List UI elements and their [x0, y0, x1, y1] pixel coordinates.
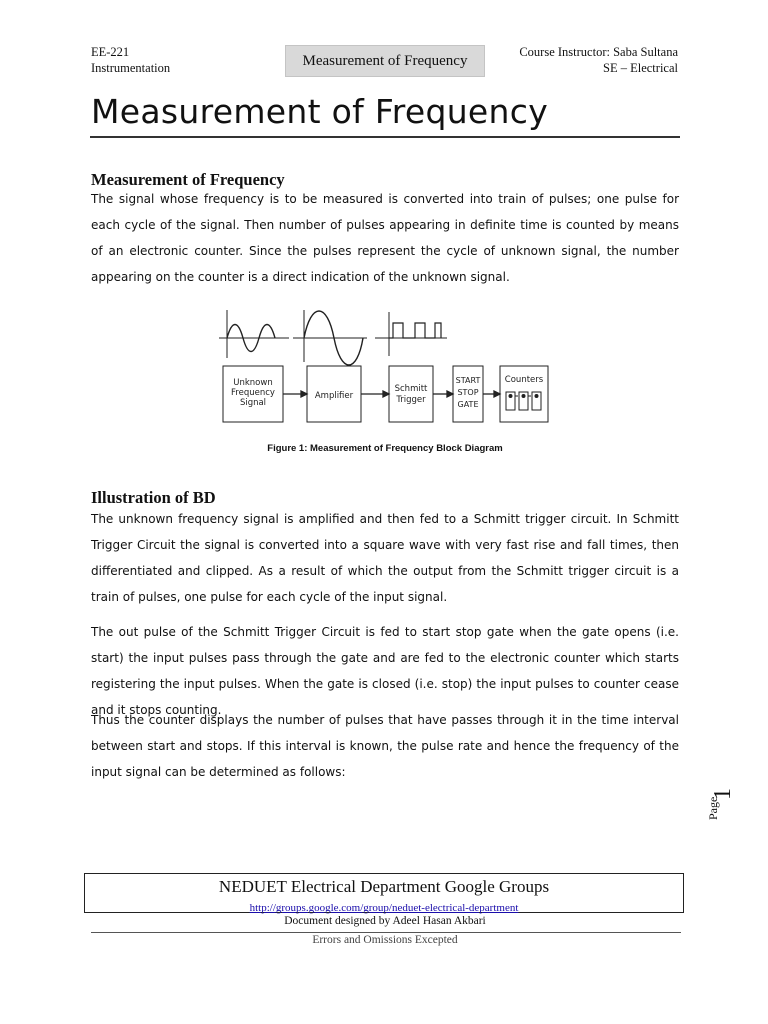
section-heading-illustration: Illustration of BD: [91, 488, 216, 507]
gate-label-3: GATE: [457, 400, 479, 409]
schmitt-trigger-block: [389, 366, 433, 422]
gate-label-1: START: [455, 376, 481, 385]
section2-paragraph-1: The unknown frequency signal is amplified and then fed to a Schmitt trigger circuit. In Schmitt Trigger Circuit the signal is converted into a square wave with very fast rise and fall times, then differentiated and clipped. As a result of which the output from the Schmitt trigger circuit is a train of pulses, one pulse for each cycle of the input signal.: [91, 512, 679, 604]
arrow-1-head: [301, 391, 307, 397]
section-heading-measurement: Measurement of Frequency: [91, 170, 285, 189]
gate-label-2: STOP: [457, 388, 479, 397]
topic-box-label: Measurement of Frequency: [302, 52, 468, 69]
unknown-label-2: Frequency: [231, 388, 275, 398]
header-right: [519, 44, 678, 76]
amplifier-label: Amplifier: [314, 391, 354, 401]
google-groups-link[interactable]: http://groups.google.com/group/neduet-electrical-department: [249, 902, 519, 914]
footer-designer: Document designed by Adeel Hasan Akbari: [284, 915, 486, 927]
topic-box: [285, 45, 485, 77]
schmitt-label-2: Trigger: [396, 395, 426, 405]
subject-name: Instrumentation: [91, 61, 171, 75]
footer-divider: [91, 932, 681, 933]
unknown-label-3: Signal: [239, 398, 267, 408]
arrow-3-head: [447, 391, 453, 397]
footer-box: [84, 873, 684, 913]
section1-paragraph: The signal whose frequency is to be measured is converted into train of pulses; one pulse for each cycle of the signal. Then number of pulses appearing in definite time is counted by means of an electronic counter. Since the pulses represent the cycle of unknown signal, the number appearing on the counter is a direct indication of the unknown signal.: [91, 192, 679, 284]
counters-label: Counters: [504, 375, 544, 385]
unknown-label-1: Unknown: [233, 378, 273, 388]
schmitt-label-1: Schmitt: [394, 384, 428, 394]
block-diagram: [217, 306, 551, 430]
section2-paragraph-2: The out pulse of the Schmitt Trigger Circuit is fed to start stop gate when the gate opens (i.e. start) the input pulses pass through the gate and are fed to the electronic counter which starts registering the input pulses. When the gate is closed (i.e. stop) the input pulses to counter cease and it stops counting.: [91, 625, 679, 717]
page-number: 1: [710, 788, 736, 800]
footer-title: NEDUET Electrical Department Google Groups: [218, 877, 550, 896]
arrow-2-head: [383, 391, 389, 397]
footer-errors: Errors and Omissions Excepted: [312, 934, 458, 946]
title-divider: [90, 136, 680, 138]
page-label: Page: [706, 796, 720, 820]
pulse-train-wave: [389, 323, 441, 338]
header-left: [91, 44, 170, 76]
course-code: EE-221: [91, 45, 130, 59]
figure-caption: Figure 1: Measurement of Frequency Block Diagram: [267, 443, 503, 454]
department: SE – Electrical: [603, 61, 678, 75]
instructor: Course Instructor: Saba Sultana: [519, 45, 678, 59]
page-title: Measurement of Frequency: [91, 92, 549, 131]
section2-paragraph-3: Thus the counter displays the number of pulses that have passes through it in the time interval between start and stops. If this interval is known, the pulse rate and hence the frequency of the input signal can be determined as follows:: [91, 713, 679, 779]
arrow-4-head: [494, 391, 500, 397]
